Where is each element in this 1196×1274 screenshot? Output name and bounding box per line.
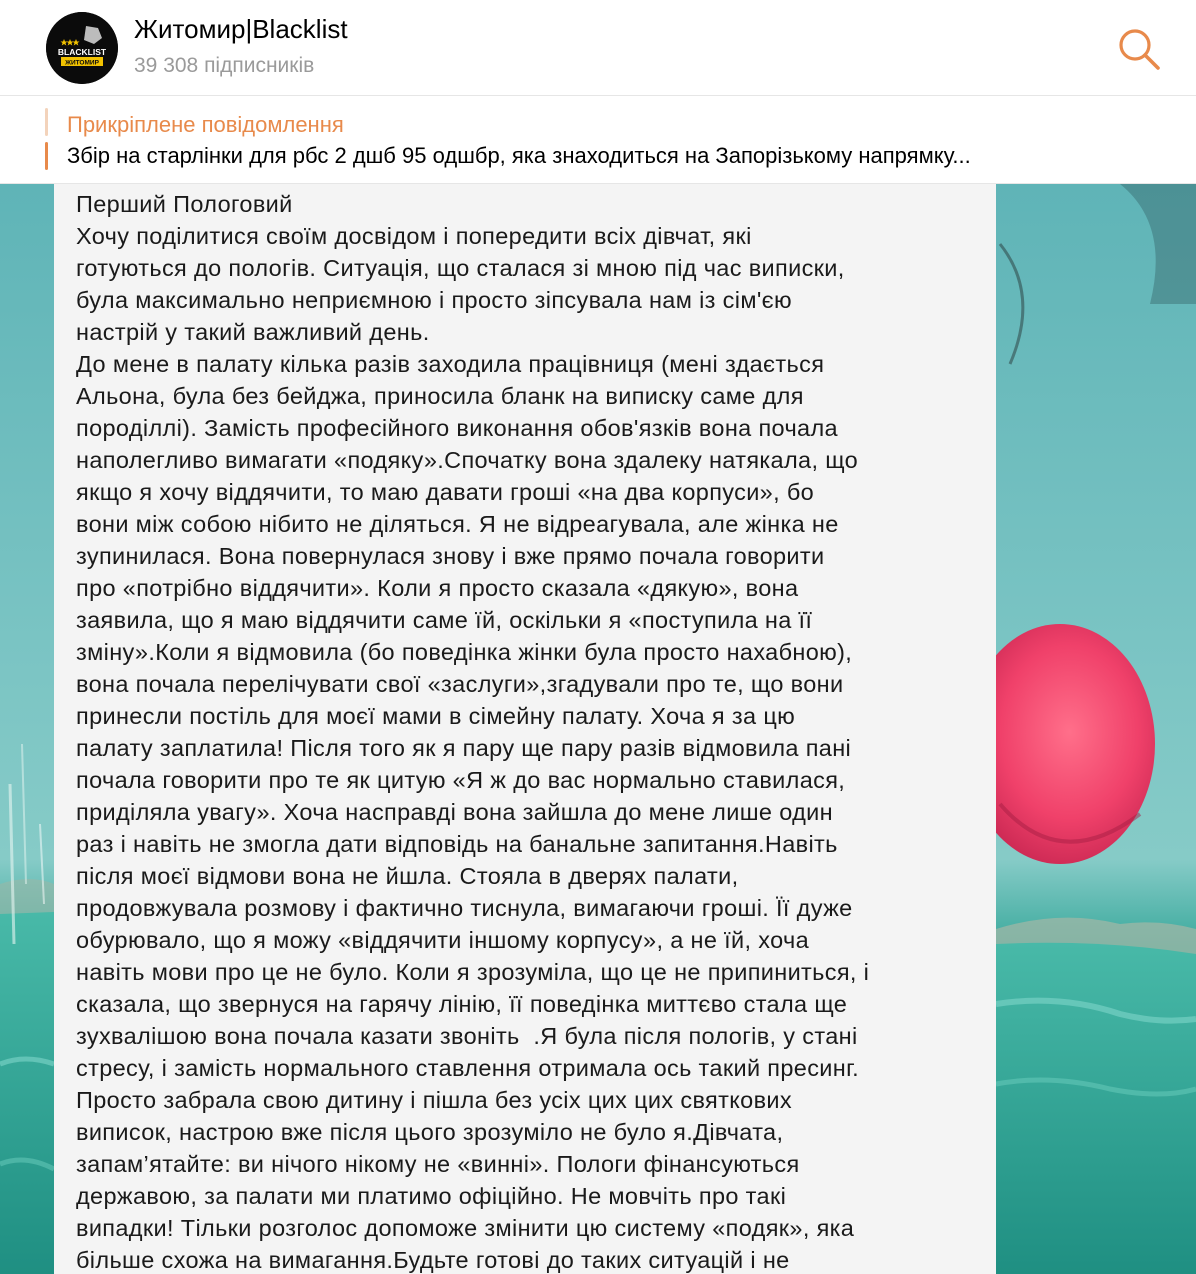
message-line: Хочу поділитися своїм досвідом і попередити всіх дівчат, які bbox=[76, 223, 752, 249]
search-button[interactable] bbox=[1112, 22, 1166, 76]
message-line: стресу, і замість нормального ставлення отримала ось такий пресинг. bbox=[76, 1055, 860, 1081]
message-line: навіть мови про це не було. Коли я зрозуміла, що це не припиниться, і bbox=[76, 959, 870, 985]
message-line: була максимально неприємною і просто зіпсувала нам із сім'єю bbox=[76, 287, 792, 313]
channel-title[interactable]: Житомир|Blacklist bbox=[134, 14, 348, 44]
pinned-message-bar[interactable] bbox=[0, 96, 1196, 184]
message-line: зухвалішою вона почала казати звоніть .Я була після пологів, у стані bbox=[76, 1023, 858, 1049]
message-line: зміну».Коли я відмовила (бо поведінка жінки була просто нахабною), bbox=[76, 639, 853, 665]
message-line: після моєї відмови вона не йшла. Стояла в дверях палати, bbox=[76, 863, 739, 889]
message-line: настрій у такий важливий день. bbox=[76, 319, 430, 345]
pinned-message-text[interactable]: Збір на старлінки для рбс 2 дшб 95 одшбр, яка знаходиться на Запорізькому напрямку... bbox=[67, 143, 971, 168]
message-line: До мене в палату кілька разів заходила працівниця (мені здається bbox=[76, 351, 825, 377]
message-line: якщо я хочу віддячити, то маю давати гроші «на два корпуси», бо bbox=[76, 479, 815, 505]
message-line: вона почала перелічувати свої «заслуги»,згадували про те, що вони bbox=[76, 671, 844, 697]
message-line: більше схожа на вимагання.Будьте готові до таких ситуацій і не bbox=[76, 1247, 790, 1273]
message-line: породіллі). Замість професійного виконання обов'язків вона почала bbox=[76, 415, 838, 441]
message-line: продовжувала розмову і фактично тиснула, вимагаючи гроші. Її дуже bbox=[76, 895, 853, 921]
search-icon bbox=[1112, 22, 1166, 76]
message-line: обурювало, що я можу «віддячити іншому корпусу», а не їй, хоча bbox=[76, 927, 809, 953]
message-line: запам’ятайте: ви нічого нікому не «винні». Пологи фінансуються bbox=[76, 1151, 800, 1177]
message-line: наполегливо вимагати «подяку».Спочатку вона здалеку натякала, що bbox=[76, 447, 859, 473]
message-line: палату заплатила! Після того як я пару ще пару разів відмовила пані bbox=[76, 735, 852, 761]
message-line: готуються до пологів. Ситуація, що сталася зі мною під час виписки, bbox=[76, 255, 845, 281]
message-line: принесли постіль для моєї мами в сімейну палату. Хоча я за цю bbox=[76, 703, 796, 729]
message-bubble bbox=[54, 184, 996, 1274]
message-line: заявила, що я маю віддячити саме їй, оскільки я «поступила на її bbox=[76, 607, 813, 633]
avatar-city-text: ЖИТОМИР bbox=[65, 59, 99, 67]
pinned-indicator bbox=[45, 108, 48, 170]
message-line: вони між собою нібито не діляться. Я не відреагувала, але жінка не bbox=[76, 511, 839, 537]
message-line: почала говорити про те як цитую «Я ж до вас нормально ставилася, bbox=[76, 767, 846, 793]
channel-avatar[interactable] bbox=[46, 12, 118, 84]
avatar-brand-text: BLACKLIST bbox=[57, 47, 107, 57]
message-line: Просто забрала свою дитину і пішла без усіх цих цих святкових bbox=[76, 1087, 792, 1113]
message-line: Перший Пологовий bbox=[76, 191, 293, 217]
pinned-message-title: Прикріплене повідомлення bbox=[67, 112, 344, 137]
message-line: державою, за палати ми платимо офіційно. Не мовчіть про такі bbox=[76, 1183, 787, 1209]
message-text bbox=[76, 188, 976, 1274]
channel-header bbox=[0, 0, 1196, 96]
message-line: раз і навіть не змогла дати відповідь на банальне запитання.Навіть bbox=[76, 831, 838, 857]
message-line: приділяла увагу». Хоча насправді вона зайшла до мене лише один bbox=[76, 799, 833, 825]
subscriber-count: 39 308 підписників bbox=[134, 54, 315, 77]
message-line: Альона, була без бейджа, приносила бланк на виписку саме для bbox=[76, 383, 804, 409]
message-line: виписок, настрою вже після цього зрозуміло не було я.Дівчата, bbox=[76, 1119, 784, 1145]
message-line: сказала, що звернуся на гарячу лінію, її поведінка миттєво стала ще bbox=[76, 991, 848, 1017]
message-line: випадки! Тільки розголос допоможе змінити цю систему «подяк», яка bbox=[76, 1215, 855, 1241]
message-line: про «потрібно віддячити». Коли я просто сказала «дякую», вона bbox=[76, 575, 799, 601]
message-line: зупинилася. Вона повернулася знову і вже прямо почала говорити bbox=[76, 543, 825, 569]
